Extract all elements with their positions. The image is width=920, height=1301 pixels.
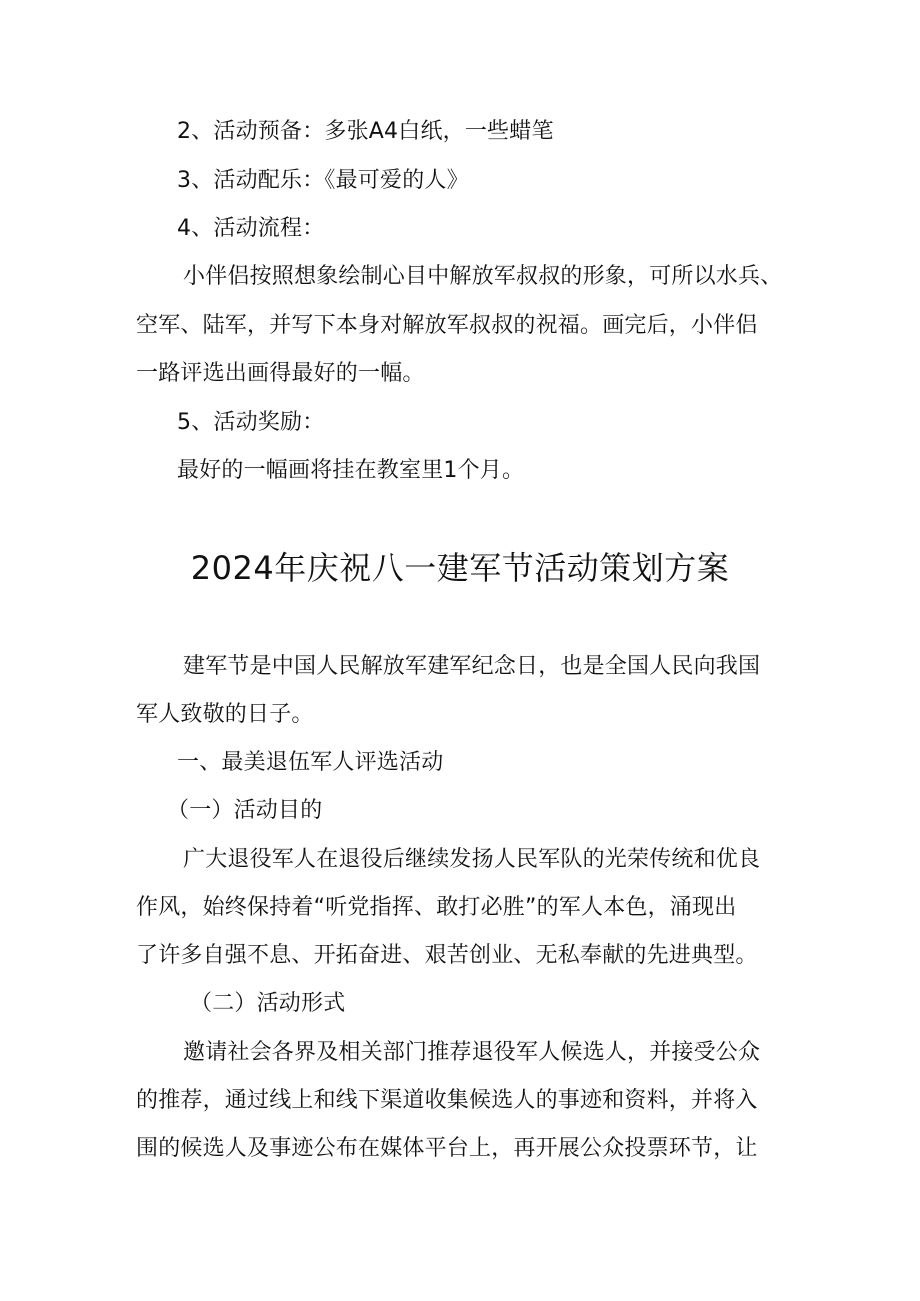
intro-line-2: 军人致敬的日子。 [136, 702, 314, 727]
subheading-2-body-line-2: 的推荐，通过线上和线下渠道收集候选人的事迹和资料，并将入 [136, 1088, 758, 1113]
item-4-body-line-3: 一路评选出画得最好的一幅。 [136, 361, 425, 386]
document-title: 2024年庆祝八一建军节活动策划方案 [190, 549, 730, 587]
item-4-body-line-2: 空军、陆军，并写下本身对解放军叔叔的祝福。画完后，小伴侣 [136, 313, 758, 338]
subheading-2-body-line-3: 围的候选人及事迹公布在媒体平台上，再开展公众投票环节，让 [136, 1136, 758, 1161]
heading-1: 一、最美退伍军人评选活动 [177, 750, 444, 775]
subheading-1: （一）活动目的 [167, 798, 323, 823]
subheading-2: （二）活动形式 [190, 991, 346, 1016]
intro-line-1: 建军节是中国人民解放军建军纪念日，也是全国人民向我国 [183, 654, 761, 679]
subheading-1-body-line-3: 了许多自强不息、开拓奋进、艰苦创业、无私奉献的先进典型。 [136, 943, 758, 968]
item-4-process-heading: 4、活动流程： [177, 216, 325, 241]
item-5-body: 最好的一幅画将挂在教室里1个月。 [177, 458, 525, 483]
subheading-1-body-line-1: 广大退役军人在退役后继续发扬人民军队的光荣传统和优良 [183, 847, 761, 872]
item-5-reward-heading: 5、活动奖励： [177, 410, 325, 435]
item-3-music: 3、活动配乐：《最可爱的人》 [177, 168, 469, 193]
item-2-materials: 2、活动预备：多张A4白纸，一些蜡笔 [177, 119, 554, 144]
subheading-2-body-line-1: 邀请社会各界及相关部门推荐退役军人候选人，并接受公众 [183, 1040, 761, 1065]
item-4-body-line-1: 小伴侣按照想象绘制心目中解放军叔叔的形象，可所以水兵、 [183, 264, 783, 289]
subheading-1-body-line-2: 作风，始终保持着“听党指挥、敢打必胜”的军人本色，涌现出 [136, 895, 737, 920]
